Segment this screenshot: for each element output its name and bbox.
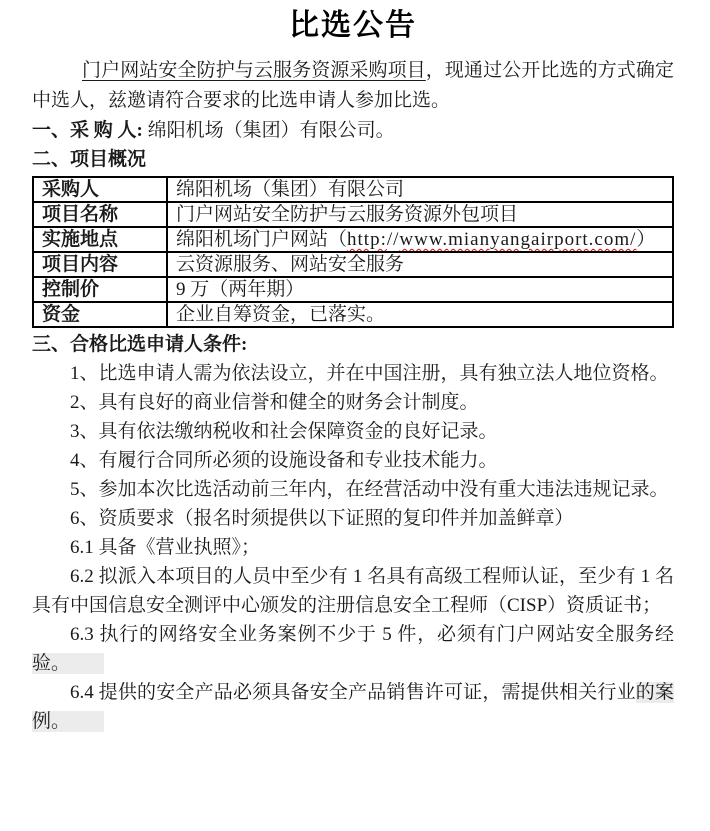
- condition-6-4-highlighted: 的案例。: [32, 682, 674, 732]
- condition-6-4-main: 6.4 提供的安全产品必须具备安全产品销售许可证，需提供相关行业: [70, 682, 636, 703]
- table-row: [33, 277, 673, 302]
- section-2-heading: [32, 145, 674, 174]
- condition-item-6: 6、资质要求（报名时须提供以下证照的复印件并加盖鲜章）: [70, 508, 574, 529]
- url-slashes: //: [386, 229, 400, 250]
- row-control-price-label: 控制价: [33, 277, 167, 302]
- intro-rest-text: ，现通过公开比选的方式确定中选人，兹邀请符合要求的比选申请人参加比选。: [32, 60, 674, 111]
- condition-item-6-3: [32, 620, 674, 678]
- url-www: www.: [399, 229, 449, 250]
- url-domain: mianyangairport.com/: [448, 229, 637, 250]
- row-purchaser-label: 采购人: [33, 177, 167, 202]
- table-row: [33, 227, 673, 252]
- table-row: [33, 177, 673, 202]
- location-suffix: ）: [636, 229, 656, 250]
- row-control-price-value: 9 万（两年期）: [167, 277, 673, 302]
- intro-project-name-underlined: 门户网站安全防护与云服务资源采购项目: [82, 60, 426, 81]
- row-purchaser-value: 绵阳机场（集团）有限公司: [167, 177, 673, 202]
- table-row: [33, 302, 673, 327]
- location-prefix: 绵阳机场门户网站（: [176, 229, 348, 250]
- intro-paragraph: [32, 56, 674, 116]
- section-2-label: 二、项目概况: [32, 149, 147, 170]
- row-project-name-label: 项目名称: [33, 202, 167, 227]
- condition-item-6-1: 6.1 具备《营业执照》；: [70, 537, 261, 558]
- table-row: [33, 202, 673, 227]
- condition-item-5: 5、参加本次比选活动前三年内，在经营活动中没有重大违法违规记录。: [70, 479, 669, 500]
- row-content-label: 项目内容: [33, 252, 167, 277]
- row-funds-value: 企业自筹资金，已落实。: [167, 302, 673, 327]
- condition-6-3-main: 6.3 执行的网络安全业务案例不少于 5 件，必须有门户网站安全服务经: [70, 624, 674, 645]
- condition-6-3-highlighted: 验。: [32, 653, 104, 674]
- condition-item-1: 1、比选申请人需为依法设立，并在中国注册，具有独立法人地位资格。: [70, 363, 669, 384]
- row-project-name-value: 门户网站安全防护与云服务资源外包项目: [167, 202, 673, 227]
- row-funds-label: 资金: [33, 302, 167, 327]
- condition-item-2: 2、具有良好的商业信誉和健全的财务会计制度。: [70, 392, 479, 413]
- row-location-label: 实施地点: [33, 227, 167, 252]
- url-scheme: http:: [347, 229, 387, 250]
- section-3-heading: [32, 330, 674, 359]
- project-overview-table: [32, 176, 674, 328]
- condition-item-6-4: [32, 678, 674, 736]
- table-row: [33, 252, 673, 277]
- condition-item-4: 4、有履行合同所必须的设施设备和专业技术能力。: [70, 450, 498, 471]
- section-3-label: 三、合格比选申请人条件:: [32, 334, 248, 355]
- section-1-label: 一、采 购 人:: [32, 120, 148, 141]
- condition-item-3: 3、具有依法缴纳税收和社会保障资金的良好记录。: [70, 421, 498, 442]
- row-location-value: [167, 227, 673, 252]
- page-title: 比选公告: [289, 9, 417, 42]
- section-1-heading: [32, 116, 674, 145]
- section-1-value: 绵阳机场（集团）有限公司。: [147, 120, 395, 141]
- condition-item-6-2: 6.2 拟派入本项目的人员中至少有 1 名具有高级工程师认证，至少有 1 名具有中国信息安全测评中心颁发的注册信息安全工程师（CISP）资质证书；: [32, 566, 674, 616]
- row-content-value: 云资源服务、网站安全服务: [167, 252, 673, 277]
